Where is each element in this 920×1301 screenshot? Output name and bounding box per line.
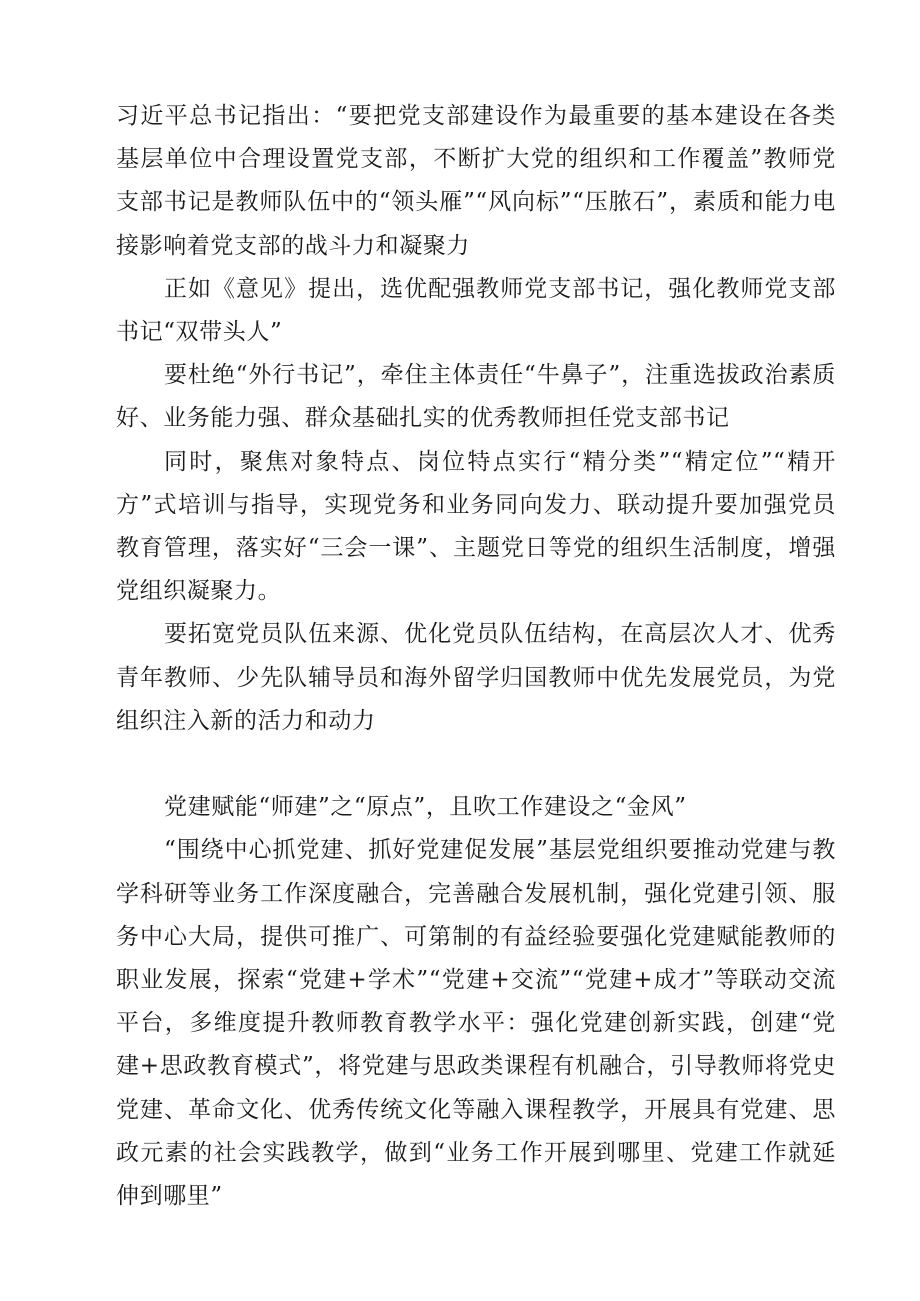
- paragraph-4: 同时，聚焦对象特点、岗位特点实行“精分类”“精定位”“精开方”式培训与指导，实现党务和业务同向发力、联动提升要加强党员教育管理，落实好“三会一课”、主题党日等党的组织生活制度，增强党组织凝聚力。: [116, 448, 836, 605]
- blank-line: [116, 743, 836, 786]
- section-heading: 党建赋能“师建”之“原点”，且吹工作建设之“金风”: [164, 794, 687, 821]
- paragraph-1: 习近平总书记指出：“要把党支部建设作为最重要的基本建设在各类基层单位中合理设置党支部，不断扩大党的组织和工作覆盖”教师党支部书记是教师队伍中的“领头雁”“风向标”“压脓石”，素质和能力电接影响着党支部的战斗力和凝聚力: [116, 103, 836, 259]
- paragraph-3: 要杜绝“外行书记”，牵住主体责任“牛鼻子”，注重选拔政治素质好、业务能力强、群众基础扎实的优秀教师担任党支部书记: [116, 362, 836, 432]
- document-body: [116, 95, 836, 1218]
- paragraph-2: 正如《意见》提出，选优配强教师党支部书记，强化教师党支部书记“双带头人”: [116, 275, 836, 346]
- paragraph-6: “围绕中心抓党建、抓好党建促发展”基层党组织要推动党建与教学科研等业务工作深度融合，完善融合发展机制，强化党建引领、服务中心大局，提供可推广、可第制的有益经验要强化党建赋能教师的职业发展，探索“党建+学术”“党建+交流”“党建+成才”等联动交流平台，多维度提升教师教育教学水平：强化党建创新实践，创建“党建+思政教育模式”，将党建与思政类课程有机融合，引导教师将党史党建、革命文化、优秀传统文化等融入课程教学，开展具有党建、思政元素的社会实践教学，做到“业务工作开展到哪里、党建工作就延伸到哪里”: [116, 837, 836, 1210]
- paragraph-5: 要拓宽党员队伍来源、优化党员队伍结构，在高层次人才、优秀青年教师、少先队辅导员和海外留学归国教师中优先发展党员，为党组织注入新的活力和动力: [116, 621, 836, 734]
